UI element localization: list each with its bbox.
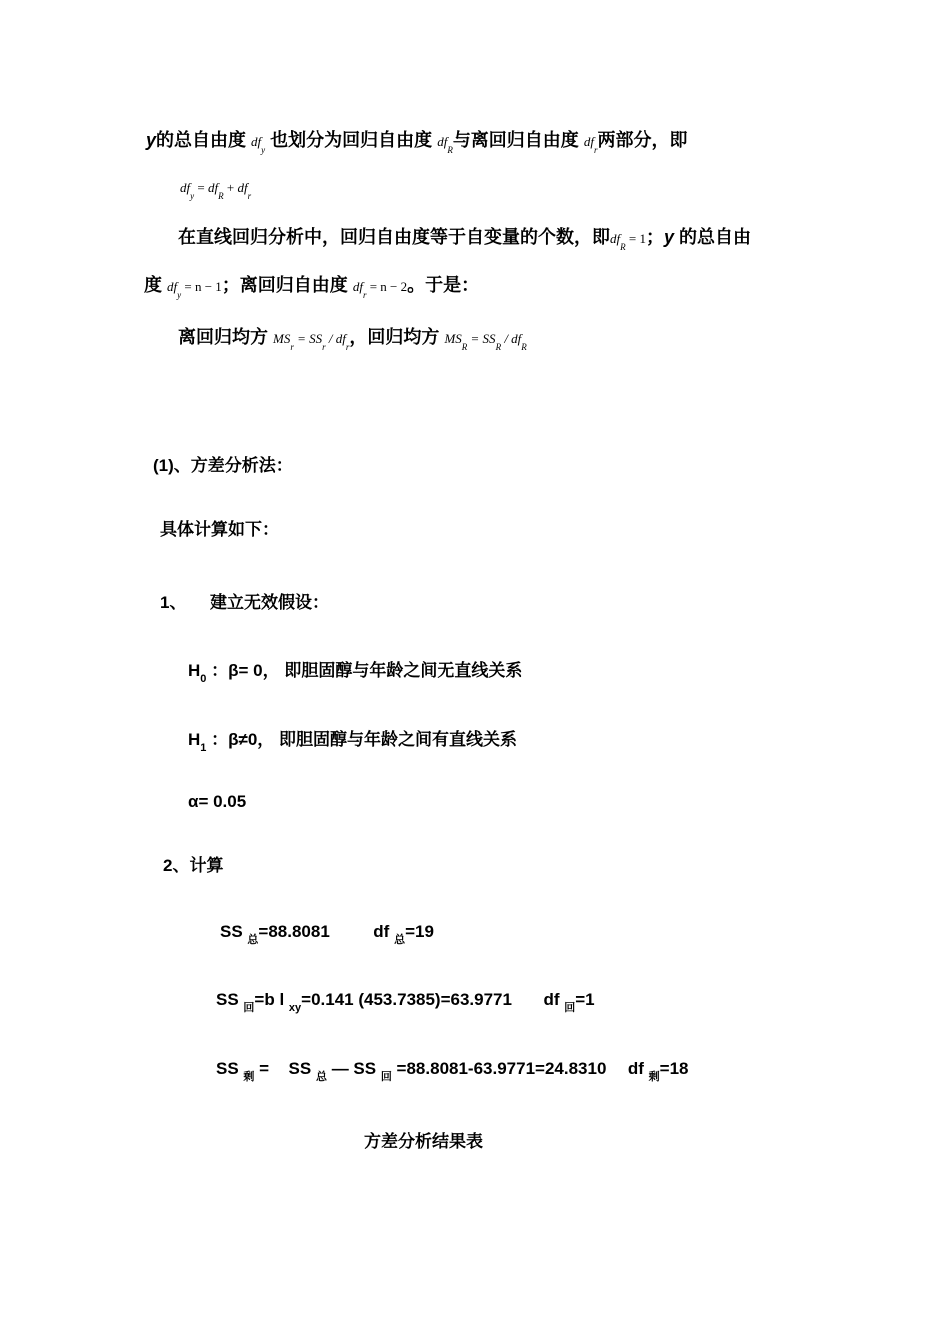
para1-text-b: 也划分为回归自由度 xyxy=(270,130,433,150)
para3-text-c: 。于是： xyxy=(407,275,480,295)
table-title: 方差分析结果表 xyxy=(364,1132,483,1151)
step1-number: 1、 xyxy=(160,593,187,612)
para4-line xyxy=(178,327,527,352)
formula-df-R-eq-1: $df_R = 1$ xyxy=(610,231,646,252)
hypothesis-h0: $H_0$ ：β= 0， 即胆固醇与年龄之间无直线关系 xyxy=(188,661,523,685)
formula-df-r: $df_r$ xyxy=(583,134,598,155)
section-heading: (1)、方差分析法： xyxy=(153,456,293,475)
ss-regression-line: SS $_回$=b l $_{xy}$=0.141 (453.7385)=63.9771 df $_回$=1 xyxy=(216,990,595,1014)
formula-df-y-eq: $df_y = n - 1$ xyxy=(167,279,222,300)
formula-ms-R: $MS_R = SS_R / df_R$ xyxy=(444,331,527,352)
formula-ms-r: $MS_r = SS_r / df_r$ xyxy=(273,331,350,352)
para3-text-a: 度 xyxy=(144,275,162,295)
para4-text-a: 离回归均方 xyxy=(178,327,268,347)
step1-title: 建立无效假设： xyxy=(210,593,329,612)
ss-total-line: SS $_总$=88.8081 df $_总$=19 xyxy=(220,922,434,946)
para1-text-c: 与离回归自由度 xyxy=(452,130,579,150)
para1-line xyxy=(146,130,688,155)
var-y: y xyxy=(146,130,157,150)
para1-text-d: 两部分，即 xyxy=(597,130,688,150)
calc-intro: 具体计算如下： xyxy=(160,520,279,539)
alpha-level: α= 0.05 xyxy=(188,792,247,811)
para2-text-a: 在直线回归分析中，回归自由度等于自变量的个数，即 xyxy=(178,227,610,247)
step2-title: 2、计算 xyxy=(163,856,224,875)
para3-text-b: ；离回归自由度 xyxy=(221,275,348,295)
para2-text-b: 的总自由 xyxy=(673,227,751,247)
formula-df-R: $df_R$ xyxy=(437,134,453,155)
hypothesis-h1: $H_1$ ：β≠0， 即胆固醇与年龄之间有直线关系 xyxy=(188,730,518,754)
para2-line: 在直线回归分析中，回归自由度等于自变量的个数，即$df_R = 1$；y 的总自由 xyxy=(178,227,751,252)
para1-text-a: 的总自由度 xyxy=(156,130,247,150)
var-y: y xyxy=(663,227,674,247)
formula-df-r-eq: $df_r = n - 2$ xyxy=(352,279,408,300)
ss-residual-line: SS $_剩$ = SS $_总$ — SS $_回$ =88.8081-63.9771=24.8310 df $_剩$=18 xyxy=(216,1059,689,1083)
para4-text-b: ，回归均方 xyxy=(349,327,440,347)
para3-line xyxy=(144,275,480,300)
formula-df-y: $df_y$ xyxy=(251,134,266,155)
equation-df-sum: $df_y = df_R + df_r$ xyxy=(180,180,252,201)
